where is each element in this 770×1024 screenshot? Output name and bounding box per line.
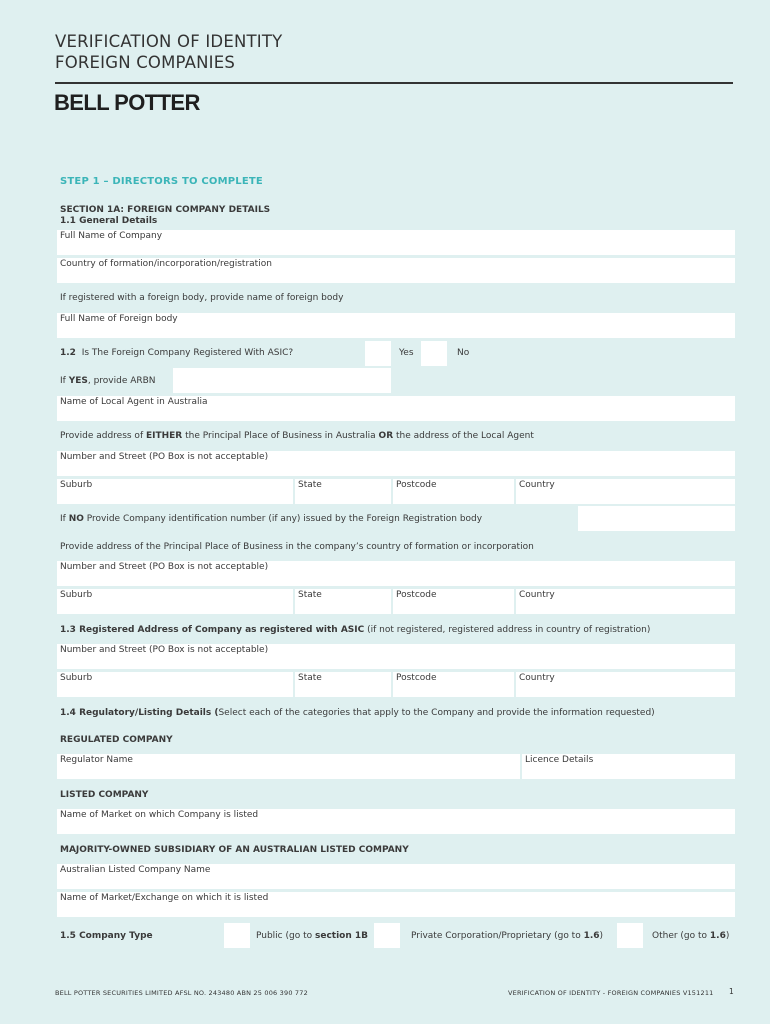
address2-suburb-label: Suburb: [60, 590, 93, 600]
address1-postcode-field[interactable]: [393, 479, 514, 504]
local-agent-field[interactable]: [57, 396, 735, 421]
other-label: [652, 931, 729, 941]
arbn-field[interactable]: [173, 368, 391, 393]
address3-street-label: Number and Street (PO Box is not acceptable): [60, 645, 269, 655]
company-type-label: 1.5 Company Type: [60, 931, 153, 941]
step-heading: STEP 1 – DIRECTORS TO COMPLETE: [60, 176, 263, 187]
address3-country-label: Country: [519, 673, 555, 683]
address3-state-label: State: [298, 673, 322, 683]
other-checkbox[interactable]: [617, 923, 643, 948]
footer-company-info: BELL POTTER SECURITIES LIMITED AFSL NO. 243480 ABN 25 006 390 772: [55, 989, 308, 997]
either-mid: the Principal Place of Business in Australia: [182, 431, 379, 441]
asic-no-label: No: [457, 348, 470, 358]
asic-no-checkbox[interactable]: [421, 341, 447, 366]
principal-place-note: Provide address of the Principal Place of Business in the company’s country of formation or incorporation: [60, 542, 534, 552]
country-formation-label: Country of formation/incorporation/registration: [60, 259, 272, 269]
address2-street-field[interactable]: [57, 561, 735, 586]
address2-state-label: State: [298, 590, 322, 600]
australian-listed-company-field[interactable]: [57, 864, 735, 889]
other-pre: Other (go to: [652, 931, 710, 941]
q13-post: (if not registered, registered address in country of registration): [364, 625, 651, 635]
address2-country-label: Country: [519, 590, 555, 600]
local-agent-label: Name of Local Agent in Australia: [60, 397, 208, 407]
address1-country-label: Country: [519, 480, 555, 490]
address3-suburb-label: Suburb: [60, 673, 93, 683]
other-bold: 1.6: [709, 931, 726, 941]
address1-street-label: Number and Street (PO Box is not acceptable): [60, 452, 269, 462]
regulator-name-label: Regulator Name: [60, 755, 133, 765]
arbn-label-yes: YES: [68, 376, 88, 386]
document-title-line1: VERIFICATION OF IDENTITY: [55, 32, 283, 51]
q13-label: [60, 625, 650, 635]
q14-label: [60, 708, 655, 718]
other-post: ): [725, 931, 730, 941]
public-checkbox[interactable]: [224, 923, 250, 948]
foreign-body-name-field[interactable]: [57, 313, 735, 338]
q12-text: Is The Foreign Company Registered With ASIC?: [81, 348, 294, 358]
if-no-post: Provide Company identification number (if any) issued by the Foreign Registration body: [83, 514, 483, 524]
address3-country-field[interactable]: [516, 672, 735, 697]
either-or: OR: [378, 431, 394, 441]
full-name-of-company-label: Full Name of Company: [60, 231, 163, 241]
q13-bold: 1.3 Registered Address of Company as registered with ASIC: [60, 625, 365, 635]
address1-country-field[interactable]: [516, 479, 735, 504]
licence-details-field[interactable]: [522, 754, 735, 779]
foreign-body-name-label: Full Name of Foreign body: [60, 314, 178, 324]
address1-street-field[interactable]: [57, 451, 735, 476]
q14-post: Select each of the categories that apply to the Company and provide the information requested): [218, 708, 655, 718]
arbn-label-post: , provide ARBN: [87, 376, 156, 386]
public-bold: section 1B: [314, 931, 369, 941]
address1-state-field[interactable]: [295, 479, 391, 504]
address2-suburb-field[interactable]: [57, 589, 293, 614]
market-name-label: Name of Market on which Company is listed: [60, 810, 259, 820]
address2-postcode-label: Postcode: [396, 590, 437, 600]
full-name-of-company-field[interactable]: [57, 230, 735, 255]
q14-bold: 1.4 Regulatory/Listing Details (: [60, 708, 219, 718]
private-post: ): [599, 931, 604, 941]
licence-details-label: Licence Details: [525, 755, 594, 765]
public-pre: Public (go to: [256, 931, 315, 941]
asic-yes-checkbox[interactable]: [365, 341, 391, 366]
document-title-line2: FOREIGN COMPANIES: [55, 53, 236, 72]
market-exchange-label: Name of Market/Exchange on which it is listed: [60, 893, 269, 903]
regulated-company-heading: REGULATED COMPANY: [60, 735, 173, 745]
address1-postcode-label: Postcode: [396, 480, 437, 490]
australian-listed-company-label: Australian Listed Company Name: [60, 865, 211, 875]
if-no-bold: NO: [68, 514, 84, 524]
either-pre: Provide address of: [60, 431, 146, 441]
market-name-field[interactable]: [57, 809, 735, 834]
listed-company-heading: LISTED COMPANY: [60, 790, 149, 800]
address3-postcode-label: Postcode: [396, 673, 437, 683]
arbn-label: [60, 376, 156, 386]
country-formation-field[interactable]: [57, 258, 735, 283]
if-no-pre: If: [60, 514, 69, 524]
company-id-number-field[interactable]: [578, 506, 735, 531]
address2-country-field[interactable]: [516, 589, 735, 614]
section-1a-heading: SECTION 1A: FOREIGN COMPANY DETAILS: [60, 205, 271, 215]
either-bold: EITHER: [145, 431, 183, 441]
private-label: [411, 931, 603, 941]
address-either-note: [60, 431, 534, 441]
address3-postcode-field[interactable]: [393, 672, 514, 697]
address1-suburb-label: Suburb: [60, 480, 93, 490]
market-exchange-field[interactable]: [57, 892, 735, 917]
regulator-name-field[interactable]: [57, 754, 520, 779]
general-details-heading: 1.1 General Details: [60, 216, 158, 226]
bell-potter-logo: BELL POTTER: [54, 90, 200, 115]
asic-yes-label: Yes: [399, 348, 414, 358]
private-pre: Private Corporation/Proprietary (go to: [411, 931, 584, 941]
q12-label: [60, 348, 293, 358]
either-post: the address of the Local Agent: [393, 431, 534, 441]
address3-street-field[interactable]: [57, 644, 735, 669]
private-bold: 1.6: [583, 931, 600, 941]
public-label: [256, 931, 368, 941]
address1-state-label: State: [298, 480, 322, 490]
if-no-note: [60, 514, 482, 524]
footer-form-version: VERIFICATION OF IDENTITY - FOREIGN COMPANIES V151211: [508, 989, 714, 997]
address3-state-field[interactable]: [295, 672, 391, 697]
address2-state-field[interactable]: [295, 589, 391, 614]
address2-postcode-field[interactable]: [393, 589, 514, 614]
arbn-label-pre: If: [60, 376, 69, 386]
subsidiary-heading: MAJORITY-OWNED SUBSIDIARY OF AN AUSTRALIAN LISTED COMPANY: [60, 845, 409, 855]
address2-street-label: Number and Street (PO Box is not acceptable): [60, 562, 269, 572]
footer-page-number: 1: [729, 987, 734, 996]
header-rule: [55, 82, 733, 84]
address1-suburb-field[interactable]: [57, 479, 293, 504]
address3-suburb-field[interactable]: [57, 672, 293, 697]
foreign-body-note: If registered with a foreign body, provide name of foreign body: [60, 293, 344, 303]
q12-number: 1.2: [60, 348, 76, 358]
private-checkbox[interactable]: [374, 923, 400, 948]
